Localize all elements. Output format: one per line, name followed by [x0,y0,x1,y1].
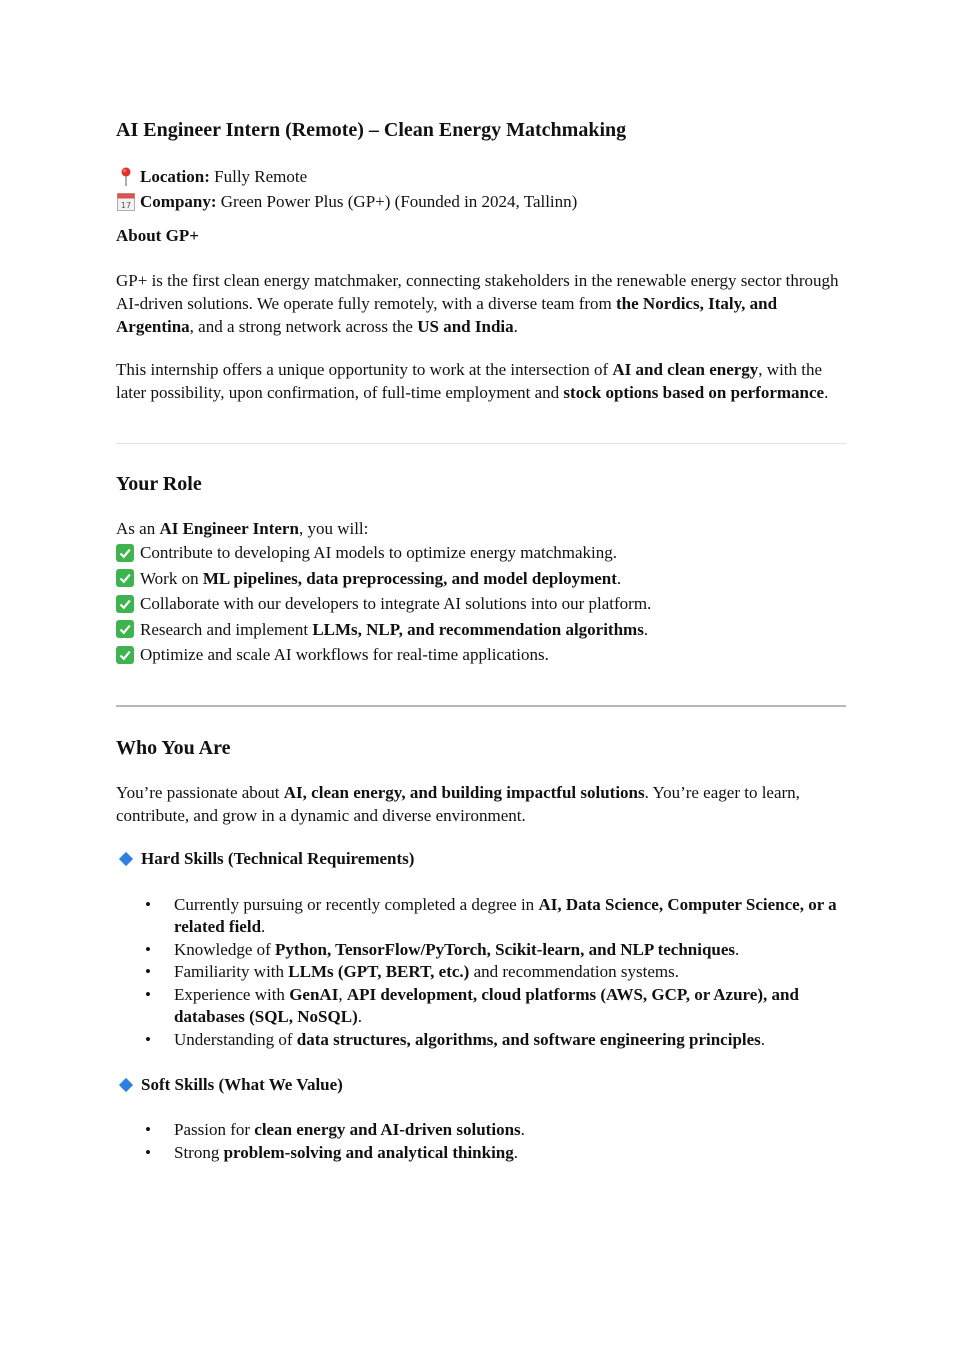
section-divider [116,705,846,707]
about-paragraph-2: This internship offers a unique opportunity to work at the intersection of AI and clean energy, with the later possibility, upon confirmation, of full-time employment and stock options based on performance. [116,360,829,402]
list-item: • Experience with GenAI, API development, cloud platforms (AWS, GCP, or Azure), and databases (SQL, NoSQL). [116,984,846,1029]
list-item: Contribute to developing AI models to optimize energy matchmaking. [116,540,846,566]
list-item: Optimize and scale AI workflows for real-time applications. [116,642,846,668]
section-divider [116,443,846,444]
role-intro: As an AI Engineer Intern, you will: [116,519,369,538]
calendar-icon [116,193,136,211]
list-item: • Understanding of data structures, algorithms, and software engineering principles. [116,1029,846,1052]
list-item: Work on ML pipelines, data preprocessing, and model deployment. [116,566,846,592]
about-heading: About GP+ [116,226,199,245]
blue-diamond-icon [119,851,133,865]
location-value: Fully Remote [214,167,308,186]
list-item: • Passion for clean energy and AI-driven solutions. [116,1119,846,1142]
list-item: Collaborate with our developers to integrate AI solutions into our platform. [116,591,846,617]
hard-skills-heading: Hard Skills (Technical Requirements) [116,847,846,871]
soft-skills-list [116,1119,846,1164]
about-paragraph-1: GP+ is the first clean energy matchmaker, connecting stakeholders in the renewable energy sector through AI-driven solutions. We operate fully remotely, with a diverse team from the Nordics, Italy, and Argentina, and a strong network across the US and India. [116,271,839,336]
calendar-day: 17 [120,200,132,210]
check-mark-button-icon [116,569,134,587]
location-line [116,164,846,189]
role-checklist [116,540,846,668]
company-label: Company: [140,192,217,211]
who-heading: Who You Are [116,736,231,759]
list-item: • Knowledge of Python, TensorFlow/PyTorch, Scikit-learn, and NLP techniques. [116,939,846,962]
check-mark-button-icon [116,620,134,638]
check-mark-button-icon [116,646,134,664]
location-label: Location: [140,167,210,186]
company-line [116,189,846,214]
round-pushpin-icon [116,167,136,187]
document-page [116,116,846,1164]
list-item: Research and implement LLMs, NLP, and recommendation algorithms. [116,617,846,643]
job-meta [116,164,846,214]
check-mark-button-icon [116,595,134,613]
list-item: • Currently pursuing or recently completed a degree in AI, Data Science, Computer Science, or a related field. [116,894,846,939]
page-title: AI Engineer Intern (Remote) – Clean Energy Matchmaking [116,119,627,141]
list-item: • Familiarity with LLMs (GPT, BERT, etc.) and recommendation systems. [116,961,846,984]
company-value: Green Power Plus (GP+) (Founded in 2024, Tallinn) [220,192,578,211]
list-item: • Strong problem-solving and analytical thinking. [116,1142,846,1165]
who-intro: You’re passionate about AI, clean energy, and building impactful solutions. You’re eager to learn, contribute, and grow in a dynamic and diverse environment. [116,782,800,825]
hard-skills-list [116,894,846,1052]
role-heading: Your Role [116,473,202,495]
check-mark-button-icon [116,544,134,562]
soft-skills-heading: Soft Skills (What We Value) [116,1073,846,1097]
blue-diamond-icon [119,1078,133,1092]
